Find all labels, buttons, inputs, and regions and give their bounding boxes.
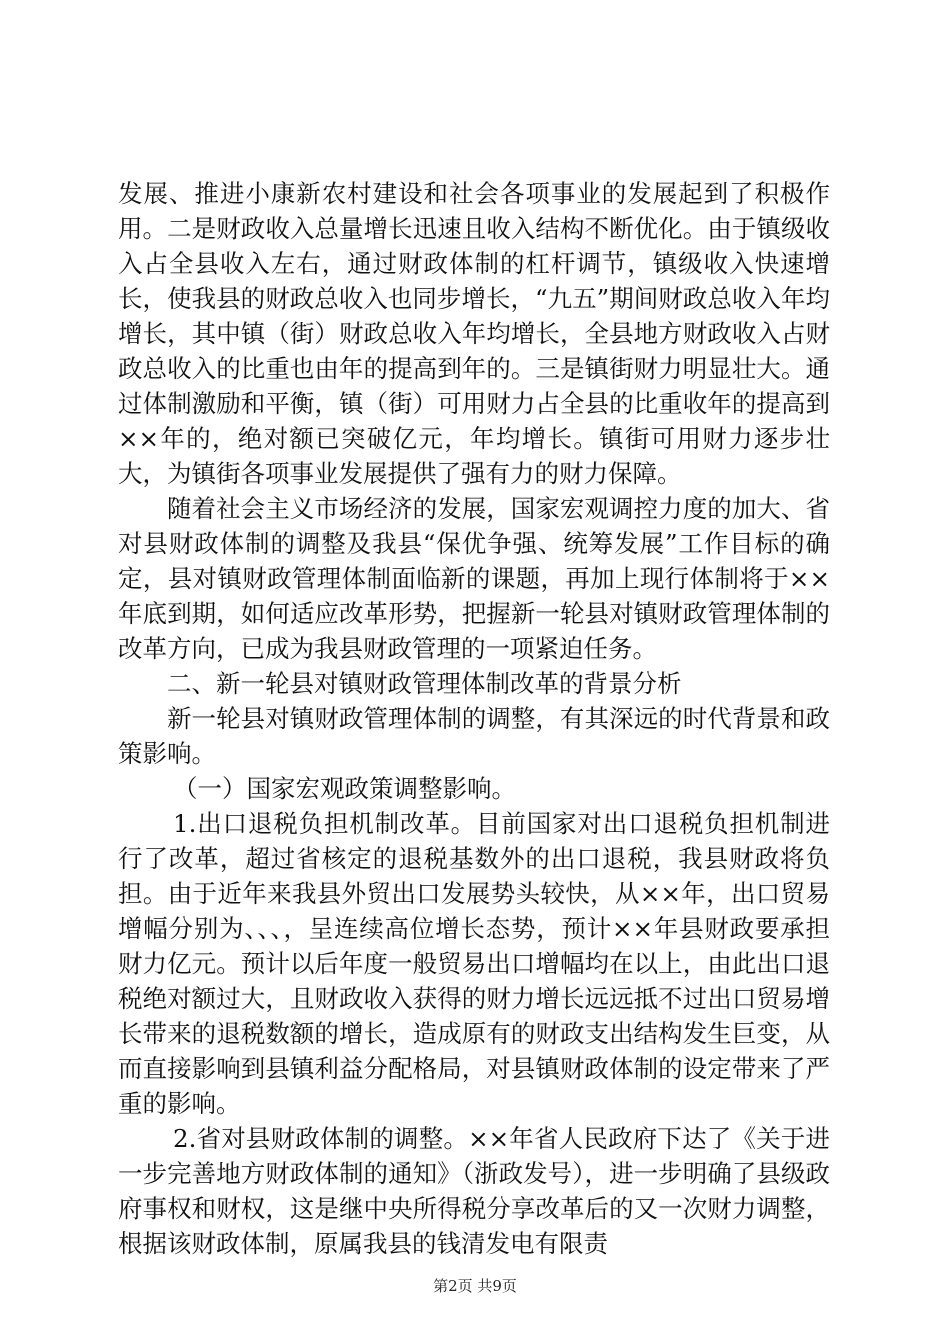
subheading-national-policy: （一）国家宏观政策调整影响。 (173, 774, 516, 803)
paragraph-background-intro: 新一轮县对镇财政管理体制的调整，有其深远的时代背景和政策影响。 (118, 704, 830, 768)
section-heading-background: 二、新一轮县对镇财政管理体制改革的背景分析 (167, 669, 682, 698)
paragraph-fiscal-achievements: 发展、推进小康新农村建设和社会各项事业的发展起到了积极作用。二是财政收入总量增长迅速且收入结构不断优化。由于镇级收入占全县收入左右，通过财政体制的杠杆调节，镇级收入快速增长，使我县的财政总收入也同步增长，“九五”期间财政总收入年均增长，其中镇（街）财政总收入年均增长，全县地方财政收入占财政总收入的比重也由年的提高到年的。三是镇街财力明显壮大。通过体制激励和平衡，镇（街）可用财力占全县的比重收年的提高到××年的，绝对额已突破亿元，年均增长。镇街可用财力逐步壮大，为镇街各项事业发展提供了强有力的财力保障。 (118, 179, 830, 488)
paragraph-export-tax-rebate: 1.出口退税负担机制改革。目前国家对出口退税负担机制进行了改革，超过省核定的退税基数外的出口退税，我县财政将负担。由于近年来我县外贸出口发展势头较快，从××年，出口贸易增幅分别为、、、，呈连续高位增长态势，预计××年县财政要承担财力亿元。预计以后年度一般贸易出口增幅均在以上，由此出口退税绝对额过大，且财政收入获得的财力增长远远抵不过出口贸易增长带来的退税数额的增长，造成原有的财政支出结构发生巨变，从而直接影响到县镇利益分配格局，对县镇财政体制的设定带来了严重的影响。 (118, 809, 830, 1118)
document-body (118, 176, 830, 1261)
page-number-footer: 第2页 共9页 (433, 1277, 517, 1295)
paragraph-reform-urgency: 随着社会主义市场经济的发展，国家宏观调控力度的加大、省对县财政体制的调整及我县“保优争强、统筹发展”工作目标的确定，县对镇财政管理体制面临新的课题，再加上现行体制将于××年底到期，如何适应改革形势，把握新一轮县对镇财政管理体制的改革方向，已成为我县财政管理的一项紧迫任务。 (118, 494, 830, 663)
paragraph-provincial-system: 2.省对县财政体制的调整。××年省人民政府下达了《关于进一步完善地方财政体制的通知》（浙政发号），进一步明确了县级政府事权和财权，这是继中央所得税分享改革后的又一次财力调整，根据该财政体制，原属我县的钱清发电有限责 (118, 1124, 830, 1258)
